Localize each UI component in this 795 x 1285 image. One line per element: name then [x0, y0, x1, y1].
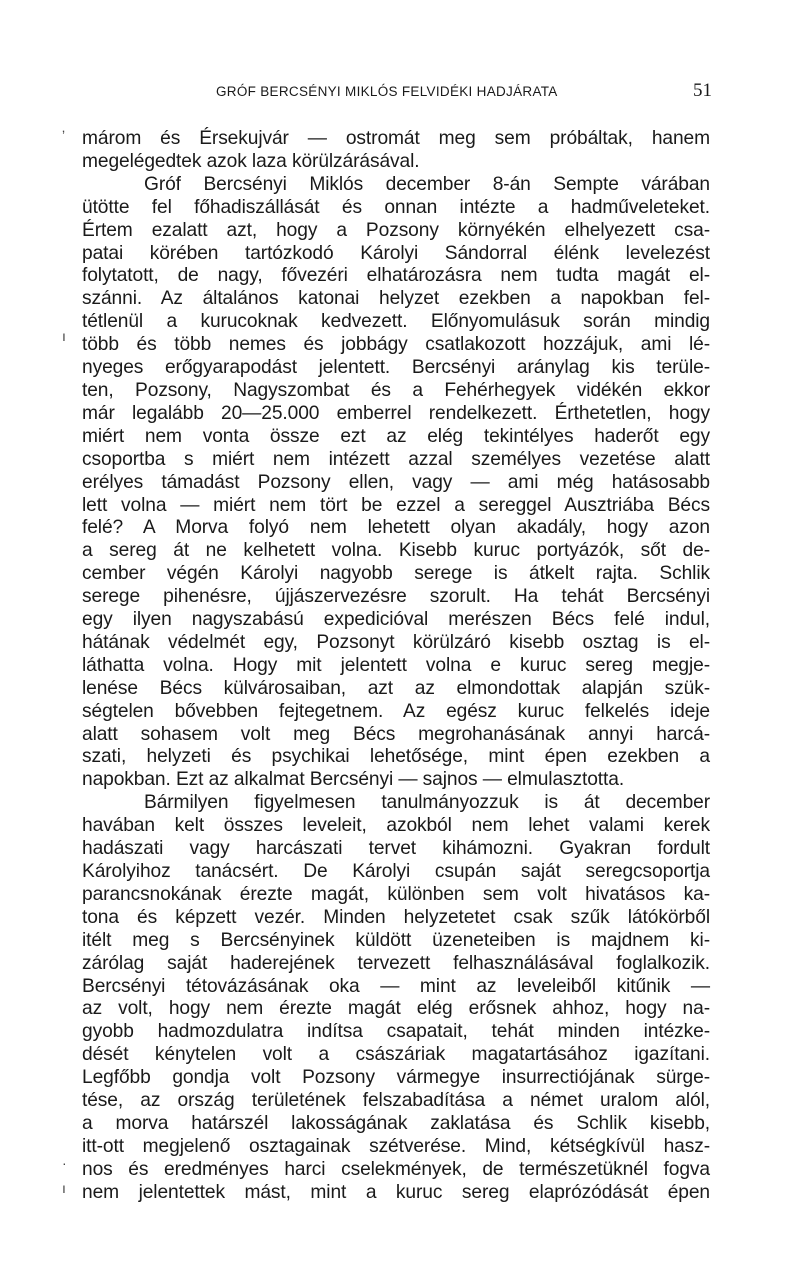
text-line: a sereg át ne kelhetett volna. Kisebb kuruc portyázók, sőt de- — [82, 540, 710, 562]
text-line: havában kelt összes leveleit, azokból nem lehet valami kerek — [82, 815, 710, 837]
running-title: GRÓF BERCSÉNYI MIKLÓS FELVIDÉKI HADJÁRATA — [216, 84, 558, 99]
text-line: több és több nemes és jobbágy csatlakozott hozzájuk, ami lé- — [82, 334, 710, 356]
text-line: patai körében tartózkodó Károlyi Sándorral élénk levelezést — [82, 242, 710, 264]
body-text — [82, 128, 710, 1205]
text-line: szánni. Az általános katonai helyzet ezekben a napokban fel- — [82, 288, 710, 310]
text-line: szati, helyzeti és psychikai lehetősége, mint épen ezekben a — [82, 746, 710, 768]
text-line: tona és képzett vezér. Minden helyzetetet csak szűk látókörből — [82, 906, 710, 928]
text-line: lett volna — miért nem tört be ezzel a sereggel Ausztriába Bécs — [82, 494, 710, 516]
text-line: folytatott, de nagy, fővezéri elhatározásra nem tudta magát el- — [82, 265, 710, 287]
paragraph-start-line: Gróf Bercsényi Miklós december 8-án Sempte várában — [144, 173, 710, 195]
text-line: nyeges erőgyarapodást jelentett. Bercsényi aránylag kis terüle- — [82, 357, 710, 379]
text-line: itélt meg s Bercsényinek küldött üzeneteiben is majdnem ki- — [82, 929, 710, 951]
text-line: hátának védelmét egy, Pozsonyt körülzáró kisebb osztag is el- — [82, 631, 710, 653]
text-line: ten, Pozsony, Nagyszombat és a Fehérhegyek vidékén ekkor — [82, 379, 710, 401]
text-line: cember végén Károlyi nagyobb serege is átkelt rajta. Schlik — [82, 563, 710, 585]
text-line: dését kénytelen volt a császáriak magatartásához igazítani. — [82, 1044, 710, 1066]
text-line: a morva határszél lakosságának zaklatása és Schlik kisebb, — [82, 1112, 710, 1134]
text-line: Értem ezalatt azt, hogy a Pozsony környékén elhelyezett csa- — [82, 219, 710, 241]
margin-mark: ʼ — [62, 128, 66, 144]
text-line: napokban. Ezt az alkalmat Bercsényi — sajnos — elmulasztotta. — [82, 769, 625, 791]
margin-mark: · — [62, 1155, 67, 1171]
text-line: nos és eredményes harci cselekmények, de természetüknél fogva — [82, 1158, 710, 1180]
text-line: hadászati vagy harcászati tervet kihámozni. Gyakran fordult — [82, 838, 710, 860]
text-line: már legalább 20—25.000 emberrel rendelkezett. Érthetetlen, hogy — [82, 402, 710, 424]
text-line: serege pihenésre, újjászervezésre szorult. Ha tehát Bercsényi — [82, 586, 710, 608]
text-line: megelégedtek azok laza körülzárásával. — [82, 150, 420, 172]
text-line: alatt sohasem volt meg Bécs megrohanásának annyi harcá- — [82, 723, 710, 745]
text-line: lenése Bécs külvárosaiban, azt az elmondottak alapján szük- — [82, 677, 710, 699]
text-line: gyobb hadmozdulatra indítsa csapatait, tehát minden intézke- — [82, 1021, 710, 1043]
paragraph-start-line: Bármilyen figyelmesen tanulmányozzuk is át december — [144, 792, 710, 814]
text-line: ségtelen bővebben fejtegetnem. Az egész kuruc felkelés ideje — [82, 700, 710, 722]
text-line: márom és Érsekujvár — ostromát meg sem próbáltak, hanem — [82, 128, 710, 149]
text-line: csoportba s miért nem intézett azzal személyes vezetése alatt — [82, 448, 710, 470]
page-number: 51 — [693, 80, 712, 101]
text-line: nem jelentettek mást, mint a kuruc sereg elaprózódását épen — [82, 1181, 710, 1203]
text-line: egy ilyen nagyszabású expedicióval merészen Bécs felé indul, — [82, 609, 710, 631]
text-line: zárólag saját haderejének tervezett felhasználásával foglalkozik. — [82, 952, 710, 974]
text-line: parancsnokának érezte magát, különben sem volt hivatásos ka- — [82, 883, 710, 905]
text-line: Károlyihoz tanácsért. De Károlyi csupán saját seregcsoportja — [82, 861, 710, 882]
text-line: ütötte fel főhadiszállását és onnan intézte a hadműveleteket. — [82, 196, 710, 218]
text-line: felé? A Morva folyó nem lehetett olyan akadály, hogy azon — [82, 517, 710, 539]
text-line: erélyes támadást Pozsony ellen, vagy — ami még hatásosabb — [82, 471, 710, 493]
text-line: miért nem vonta össze ezt az elég tekintélyes haderőt egy — [82, 425, 710, 447]
margin-mark: ı — [62, 1180, 66, 1196]
text-line: tése, az ország területének felszabadítása a német uralom alól, — [82, 1090, 710, 1112]
text-line: Legfőbb gondja volt Pozsony vármegye insurrectiójának sürge- — [82, 1067, 710, 1089]
text-line: itt-ott megjelenő osztagainak szétverése. Mind, kétségkívül hasz- — [82, 1135, 710, 1157]
text-line: Bercsényi tétovázásának oka — mint az leveleiből kitűnik — — [82, 975, 710, 997]
text-line: az volt, hogy nem érezte magát elég erősnek ahhoz, hogy na- — [82, 998, 710, 1020]
text-line: láthatta volna. Hogy mit jelentett volna e kuruc sereg megje- — [82, 654, 710, 676]
margin-mark: ı — [62, 328, 66, 344]
text-line: tétlenül a kurucoknak kedvezett. Előnyomulásuk során mindig — [82, 311, 710, 333]
